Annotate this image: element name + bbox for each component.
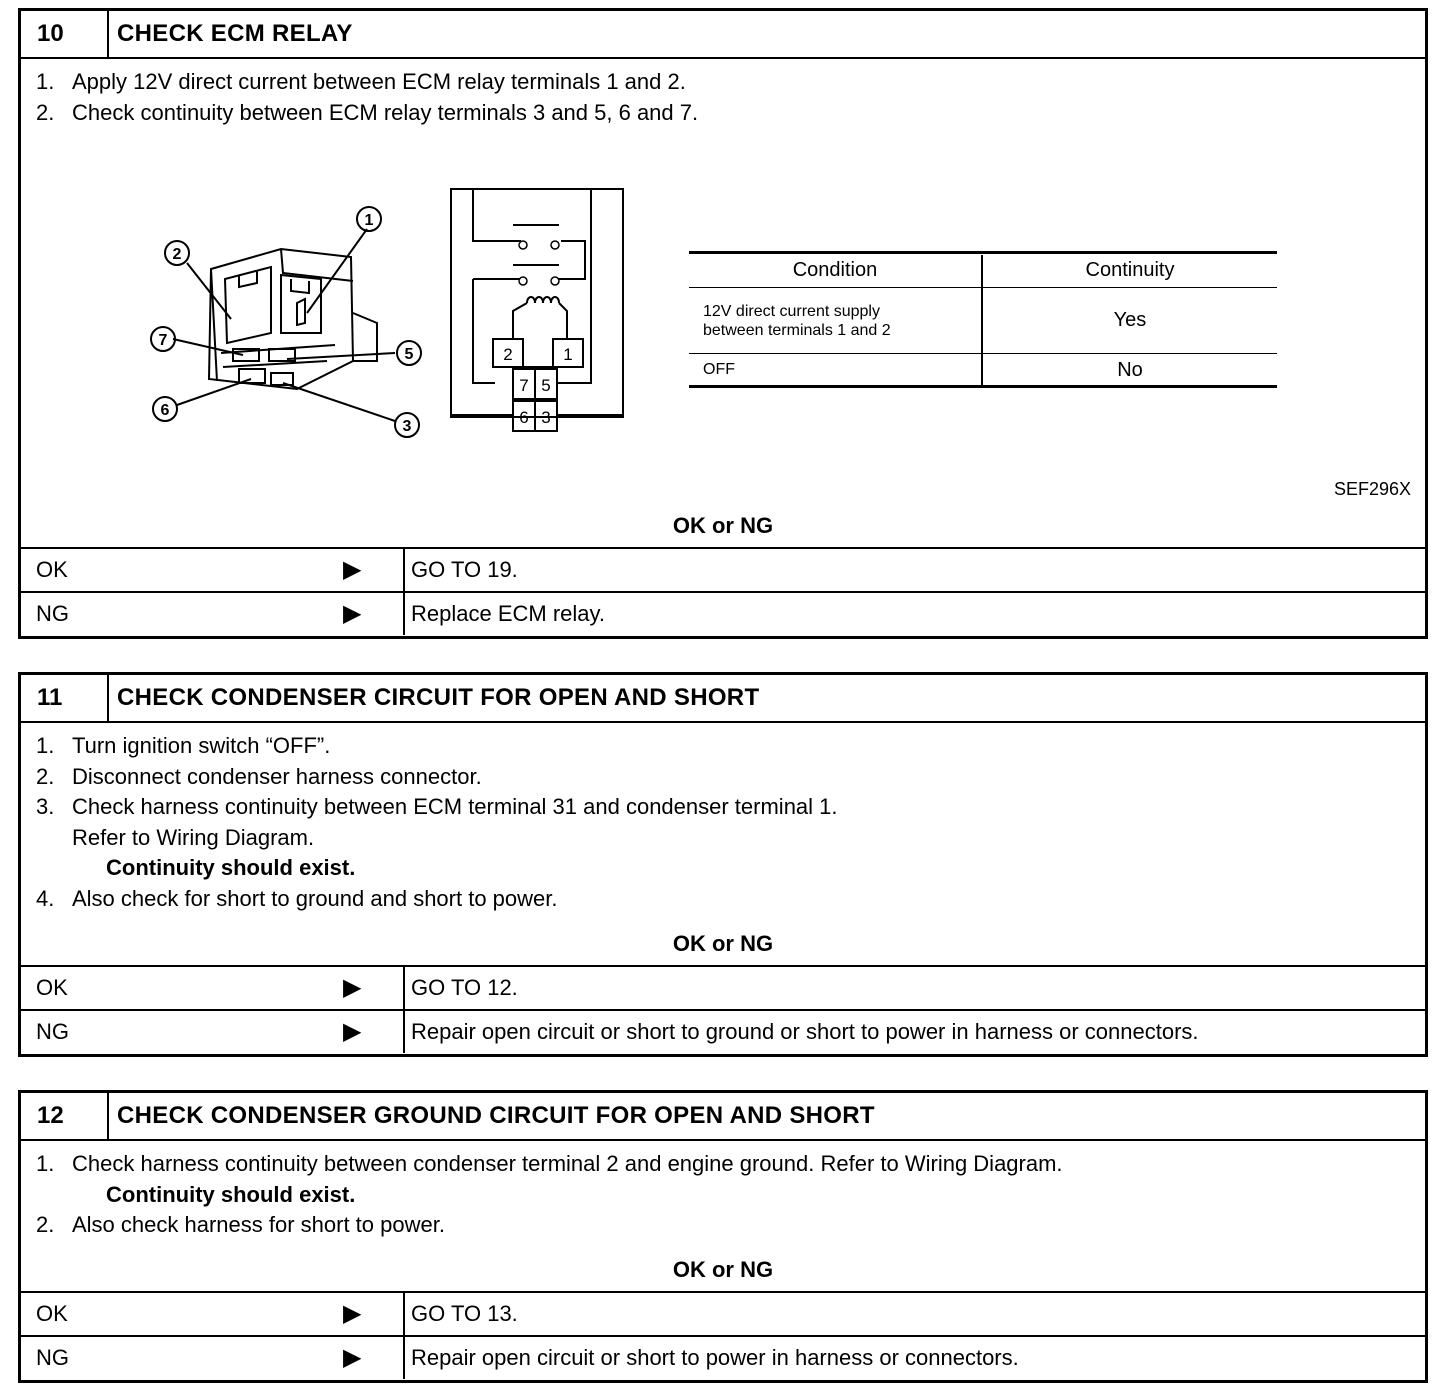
instruction-step: 2. Also check harness for short to power. <box>36 1212 445 1237</box>
callout-5: 5 <box>404 346 414 363</box>
callout-6: 6 <box>160 402 170 419</box>
block-title: CHECK CONDENSER GROUND CIRCUIT FOR OPEN AND SHORT <box>117 1102 875 1129</box>
instruction-list <box>36 67 698 128</box>
result-title: OK or NG <box>672 1257 774 1282</box>
result-row-ng <box>21 1009 1425 1053</box>
instruction-step: 3. Check harness continuity between ECM terminal 31 and condenser terminal 1. <box>36 794 838 819</box>
table-cell-continuity: No <box>1117 359 1143 381</box>
result-row-ok <box>21 965 1425 1009</box>
instruction-step: 4. Also check for short to ground and short to power. <box>36 885 558 911</box>
callout-2: 2 <box>172 246 182 263</box>
procedure-block-11 <box>18 672 1428 1057</box>
result-action: GO TO 12. <box>411 975 518 1000</box>
terminal-3: 3 <box>541 408 551 427</box>
arrow-right-icon: ▶ <box>343 1018 362 1045</box>
result-title: OK or NG <box>672 513 774 538</box>
result-label: OK <box>36 557 68 582</box>
result-action: GO TO 13. <box>411 1301 518 1326</box>
step-number: 11 <box>21 675 109 721</box>
table-header-condition: Condition <box>792 259 878 281</box>
instruction-list <box>36 731 838 914</box>
result-label: NG <box>36 1019 69 1044</box>
arrow-right-icon: ▶ <box>343 556 362 583</box>
block-header <box>21 1093 1425 1141</box>
callout-1: 1 <box>364 212 374 229</box>
block-header <box>21 675 1425 723</box>
instruction-step: 1. Apply 12V direct current between ECM relay terminals 1 and 2. <box>36 69 686 94</box>
result-label: OK <box>36 975 68 1000</box>
instruction-step: 1. Check harness continuity between condenser terminal 2 and engine ground. Refer to Wiring Diagram. <box>36 1151 1063 1176</box>
terminal-1: 1 <box>563 345 573 364</box>
result-row-ng <box>21 591 1425 635</box>
instruction-note: Refer to Wiring Diagram. <box>72 824 315 850</box>
result-action: Replace ECM relay. <box>411 601 605 626</box>
block-header <box>21 11 1425 59</box>
block-title: CHECK CONDENSER CIRCUIT FOR OPEN AND SHORT <box>117 684 760 711</box>
result-label: OK <box>36 1301 68 1326</box>
result-row-ok <box>21 1291 1425 1335</box>
terminal-5: 5 <box>541 376 551 395</box>
result-action: Repair open circuit or short to ground or short to power in harness or connectors. <box>411 1019 1199 1044</box>
result-action: Repair open circuit or short to power in harness or connectors. <box>411 1345 1019 1370</box>
figure-code: SEF296X <box>1333 479 1411 499</box>
result-label: NG <box>36 1345 69 1370</box>
arrow-right-icon: ▶ <box>343 974 362 1001</box>
instruction-step: 2. Disconnect condenser harness connector. <box>36 763 482 789</box>
terminal-6: 6 <box>519 408 529 427</box>
table-cell-continuity: Yes <box>1113 309 1147 331</box>
terminal-2: 2 <box>503 345 513 364</box>
result-label: NG <box>36 601 69 626</box>
callout-3: 3 <box>402 418 412 435</box>
instruction-emphasis: Continuity should exist. <box>106 1181 356 1207</box>
arrow-right-icon: ▶ <box>343 1344 362 1371</box>
instruction-emphasis: Continuity should exist. <box>106 855 356 880</box>
result-row-ng <box>21 1335 1425 1379</box>
ecm-relay-illustration <box>121 183 641 443</box>
continuity-table <box>689 251 1277 391</box>
terminal-7: 7 <box>519 376 529 395</box>
result-row-ok <box>21 547 1425 591</box>
instruction-step: 1. Turn ignition switch “OFF”. <box>36 733 331 758</box>
arrow-right-icon: ▶ <box>343 1300 362 1327</box>
block-title: CHECK ECM RELAY <box>117 20 353 47</box>
table-cell-condition: OFF <box>703 361 735 378</box>
table-cell-condition: 12V direct current supply between terminals 1 and 2 <box>703 303 891 339</box>
step-number: 12 <box>21 1093 109 1139</box>
result-action: GO TO 19. <box>411 557 518 582</box>
callout-7: 7 <box>158 332 168 349</box>
procedure-block-12 <box>18 1090 1428 1383</box>
instruction-list <box>36 1149 1063 1241</box>
arrow-right-icon: ▶ <box>343 600 362 627</box>
instruction-step: 2. Check continuity between ECM relay terminals 3 and 5, 6 and 7. <box>36 99 699 125</box>
step-number: 10 <box>21 11 109 57</box>
result-title: OK or NG <box>672 931 774 956</box>
table-header-continuity: Continuity <box>1085 259 1175 281</box>
procedure-block-10 <box>18 8 1428 639</box>
